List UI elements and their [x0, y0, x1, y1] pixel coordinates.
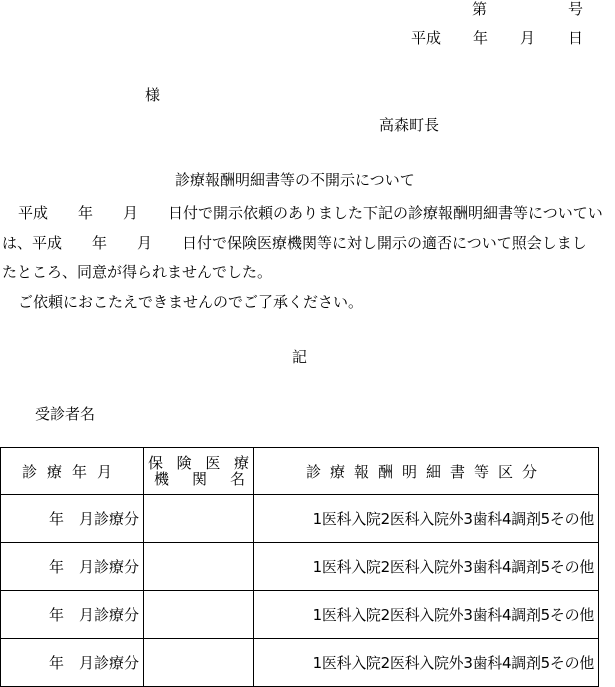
- row-treatment-month: 年 月診療分: [1, 543, 144, 591]
- table-row: [1, 591, 599, 639]
- row-treatment-month: 年 月診療分: [1, 639, 144, 687]
- header-institution-line1: 保険医療: [148, 454, 249, 472]
- number-prefix: 第: [472, 0, 488, 18]
- row-claim-category: 1医科入院2医科入院外3歯科4調剤5その他: [254, 495, 599, 543]
- body-line-1: 平成 年 月 日付で開示依頼のありました下記の診療報酬明細書等についてい: [18, 204, 603, 222]
- row-claim-category: 1医科入院2医科入院外3歯科4調剤5その他: [254, 639, 599, 687]
- body-line-2: は、平成 年 月 日付で保険医療機関等に対し開示の適否について照会しまし: [2, 234, 587, 252]
- medical-claim-table: [0, 447, 599, 687]
- row-institution: [144, 591, 254, 639]
- body-line-3: たところ、同意が得られませんでした。: [2, 263, 273, 281]
- ki-heading: 記: [292, 348, 308, 366]
- recipient-honorific: 様: [145, 86, 161, 104]
- body-line-4: ご依頼におこたえできませんのでご了承ください。: [18, 293, 364, 311]
- header-treatment-month: 診療年月: [1, 448, 144, 495]
- date-month: 月: [520, 29, 536, 47]
- date-era: 平成: [411, 29, 442, 47]
- row-claim-category: 1医科入院2医科入院外3歯科4調剤5その他: [254, 591, 599, 639]
- sender-name: 高森町長: [379, 116, 440, 134]
- row-treatment-month: 年 月診療分: [1, 591, 144, 639]
- header-claim-category: 診療報酬明細書等区分: [254, 448, 599, 495]
- row-claim-category: 1医科入院2医科入院外3歯科4調剤5その他: [254, 543, 599, 591]
- row-institution: [144, 495, 254, 543]
- table-header-row: [1, 448, 599, 495]
- patient-name-label: 受診者名: [35, 405, 96, 423]
- date-day: 日: [568, 29, 584, 47]
- row-treatment-month: 年 月診療分: [1, 495, 144, 543]
- table-row: [1, 495, 599, 543]
- subject-title: 診療報酬明細書等の不開示について: [175, 171, 415, 189]
- header-institution-line2: 機関名: [154, 470, 245, 488]
- table-row: [1, 639, 599, 687]
- header-institution: [144, 448, 254, 495]
- number-suffix: 号: [568, 0, 584, 18]
- date-year: 年: [473, 29, 489, 47]
- table-row: [1, 543, 599, 591]
- row-institution: [144, 639, 254, 687]
- row-institution: [144, 543, 254, 591]
